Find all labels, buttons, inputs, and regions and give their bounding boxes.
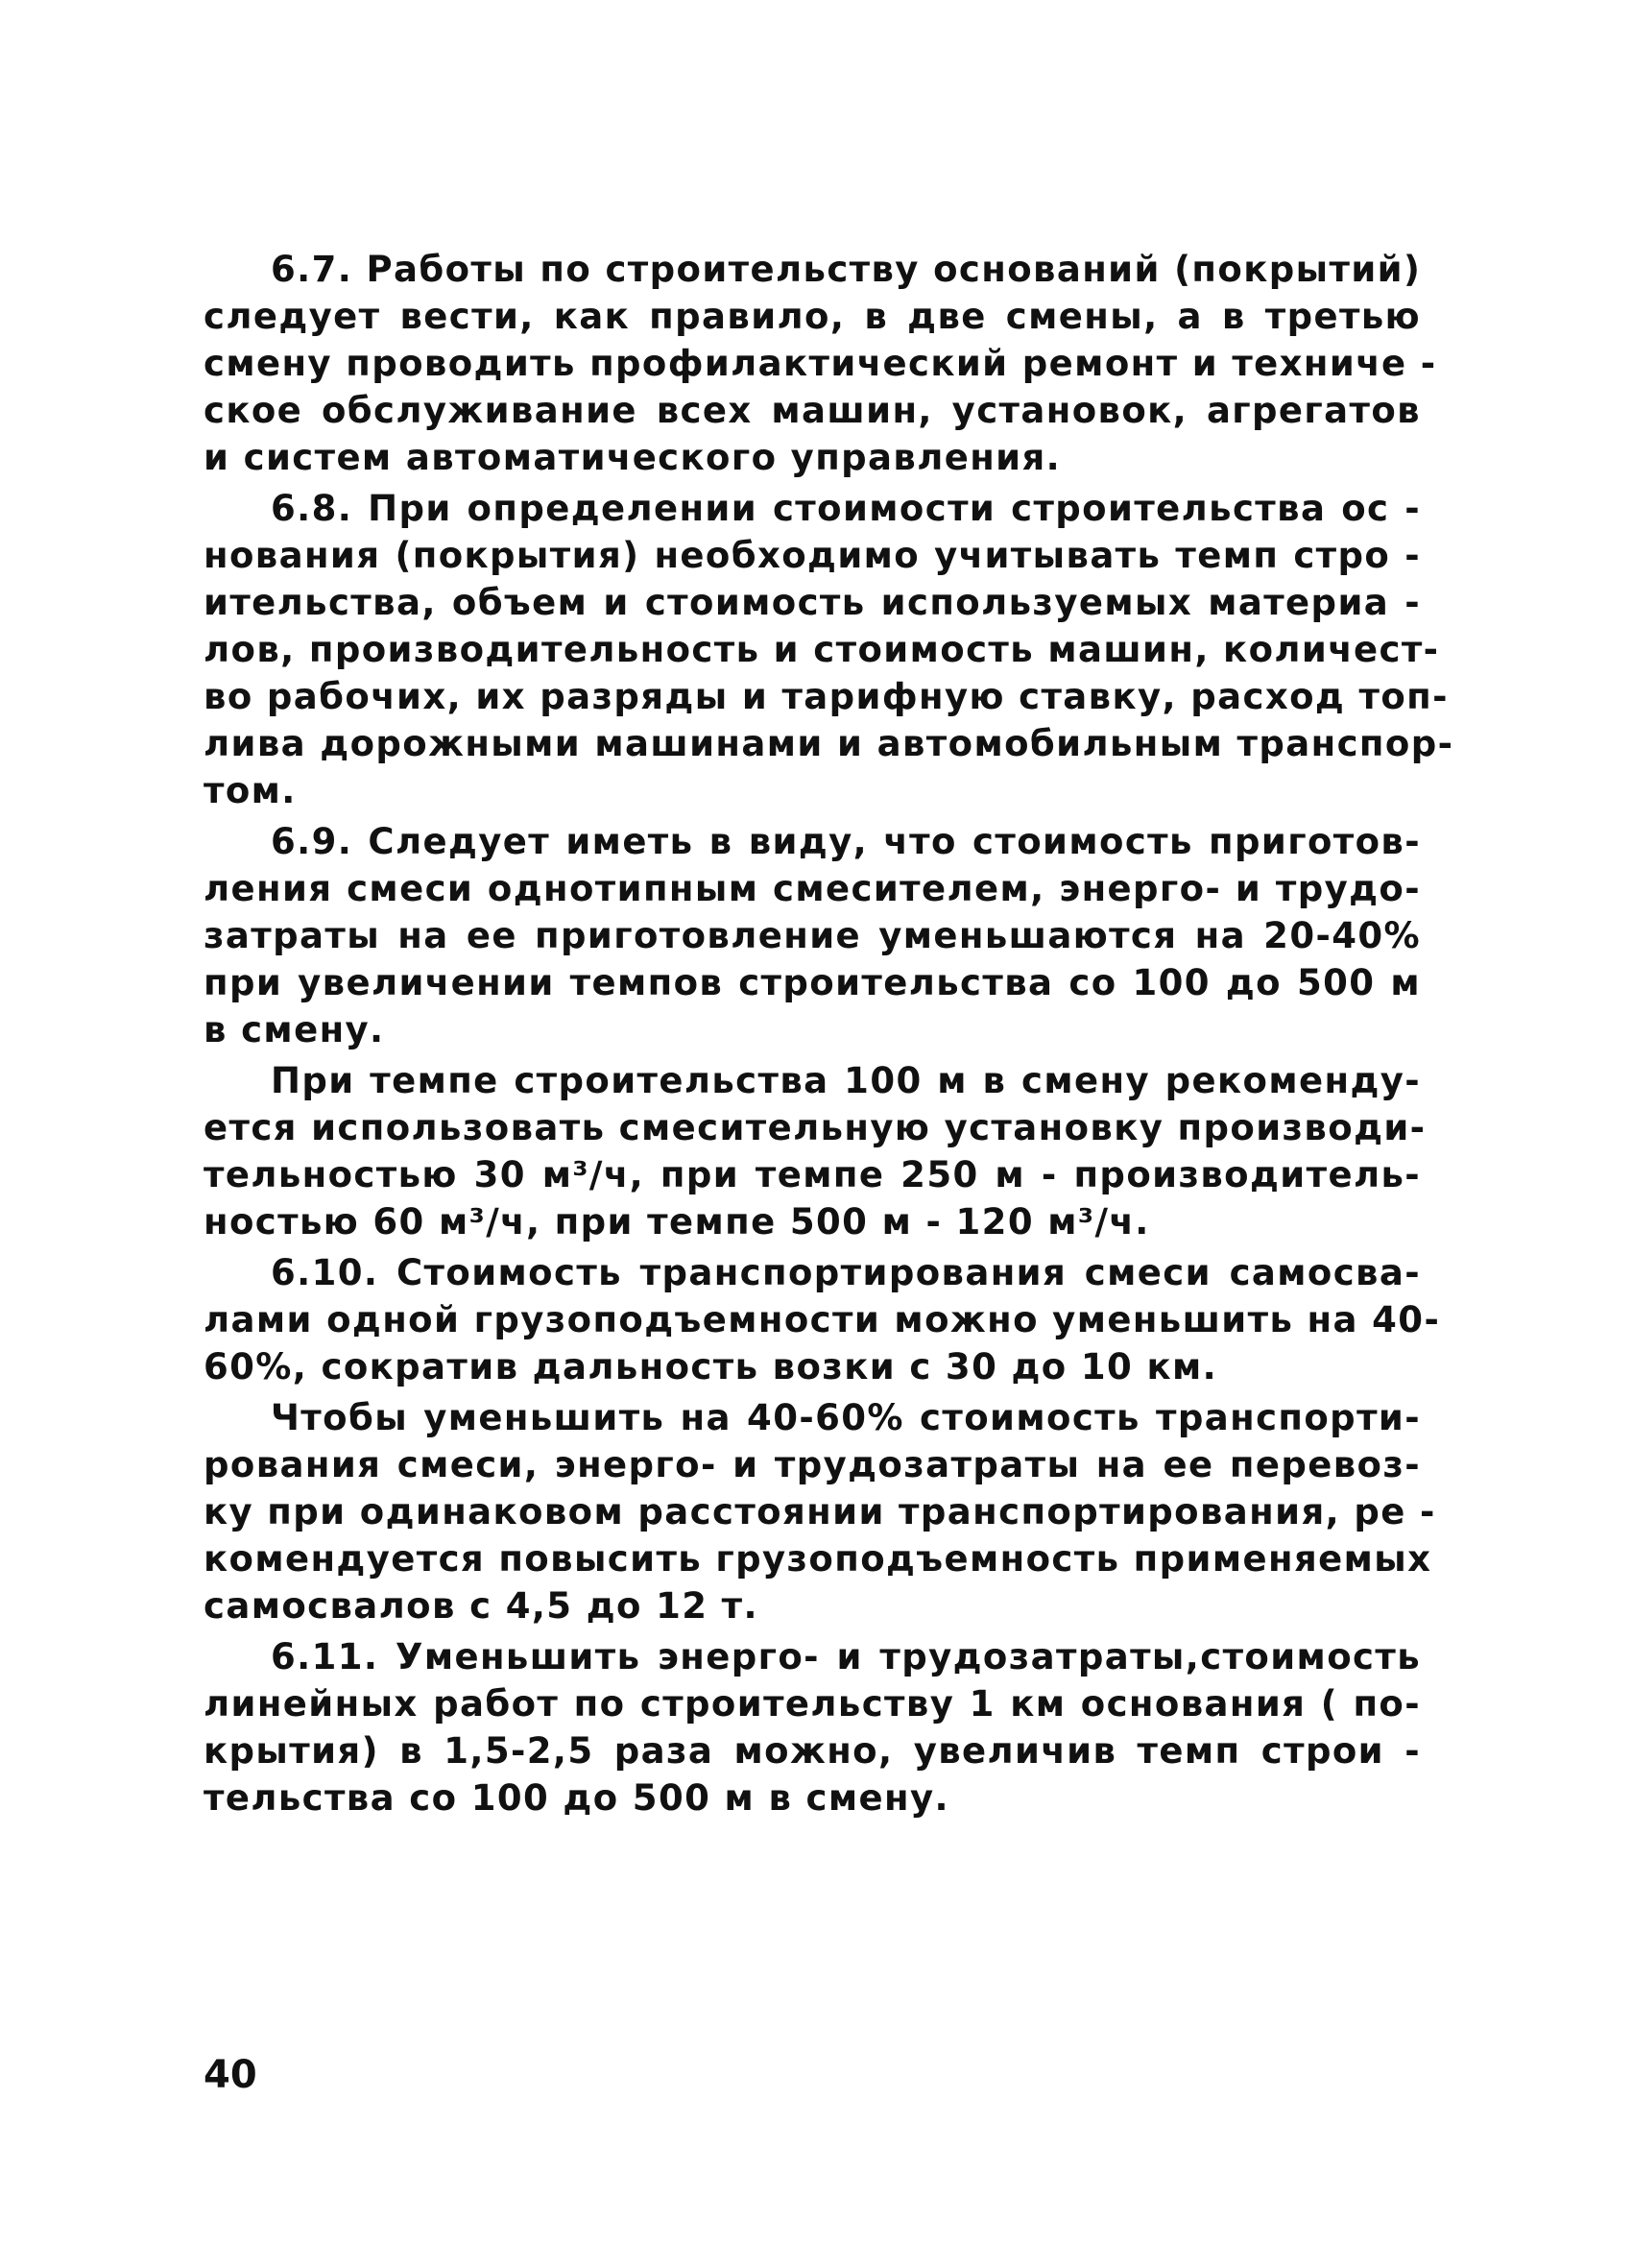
- text-line: ностью 60 м³/ч, при темпе 500 м - 120 м³/ч.: [204, 1201, 1150, 1243]
- text-line: 6.10. Стоимость транспортирования смеси самосва-: [271, 1252, 1421, 1293]
- text-line: ское обслуживание всех машин, установок, агрегатов: [204, 390, 1421, 431]
- body-text: [204, 246, 1454, 1822]
- text-line: следует вести, как правило, в две смены, а в третью: [204, 296, 1421, 337]
- text-line: лов, производительность и стоимость машин, количест-: [204, 629, 1440, 670]
- paragraph-6-11: [204, 1633, 1421, 1822]
- text-line: и систем автоматического управления.: [204, 437, 1062, 478]
- text-line: самосвалов с 4,5 до 12 т.: [204, 1585, 758, 1627]
- paragraph-6-8: [204, 485, 1454, 814]
- text-line: линейных работ по строительству 1 км основания ( по-: [204, 1683, 1421, 1725]
- text-line: крытия) в 1,5-2,5 раза можно, увеличив темп строи -: [204, 1730, 1421, 1772]
- text-line: 6.8. При определении стоимости строительства ос -: [271, 488, 1421, 529]
- text-line: тельства со 100 до 500 м в смену.: [204, 1777, 949, 1819]
- text-line: ления смеси однотипным смесителем, энерго- и трудо-: [204, 868, 1421, 909]
- text-line: рования смеси, энерго- и трудозатраты на ее перевоз-: [204, 1444, 1421, 1485]
- text-line: ительства, объем и стоимость используемых материа -: [204, 582, 1421, 623]
- text-line: ку при одинаковом расстоянии транспортирования, ре -: [204, 1491, 1436, 1532]
- page-number: 40: [204, 2053, 257, 2097]
- text-line: при увеличении темпов строительства со 100 до 500 м: [204, 962, 1421, 1003]
- text-line: лива дорожными машинами и автомобильным транспор-: [204, 723, 1454, 764]
- text-line: в смену.: [204, 1009, 385, 1050]
- text-line: лами одной грузоподъемности можно уменьшить на 40-: [204, 1299, 1441, 1340]
- text-line: том.: [204, 770, 297, 811]
- text-line: комендуется повысить грузоподъемность применяемых: [204, 1538, 1432, 1580]
- paragraph-6-10: [204, 1249, 1441, 1390]
- paragraph-6-9: [204, 818, 1421, 1053]
- paragraph-transport: [204, 1394, 1436, 1629]
- text-line: 6.7. Работы по строительству оснований (покрытий): [271, 249, 1422, 290]
- text-line: нования (покрытия) необходимо учитывать темп стро -: [204, 535, 1421, 576]
- paragraph-6-7: [204, 246, 1437, 481]
- text-line: смену проводить профилактический ремонт и техниче -: [204, 343, 1437, 384]
- text-line: 6.9. Следует иметь в виду, что стоимость приготов-: [271, 821, 1421, 862]
- text-line: тельностью 30 м³/ч, при темпе 250 м - производитель-: [204, 1154, 1421, 1195]
- paragraph-tempo: [204, 1057, 1427, 1245]
- text-line: Чтобы уменьшить на 40-60% стоимость транспорти-: [271, 1397, 1421, 1438]
- text-line: затраты на ее приготовление уменьшаются на 20-40%: [204, 915, 1421, 956]
- text-line: При темпе строительства 100 м в смену рекоменду-: [271, 1060, 1421, 1101]
- text-line: 60%, сократив дальность возки с 30 до 10 км.: [204, 1346, 1218, 1387]
- text-line: ется использовать смесительную установку производи-: [204, 1107, 1427, 1148]
- text-line: 6.11. Уменьшить энерго- и трудозатраты,стоимость: [271, 1636, 1421, 1677]
- text-line: во рабочих, их разряды и тарифную ставку, расход топ-: [204, 676, 1449, 717]
